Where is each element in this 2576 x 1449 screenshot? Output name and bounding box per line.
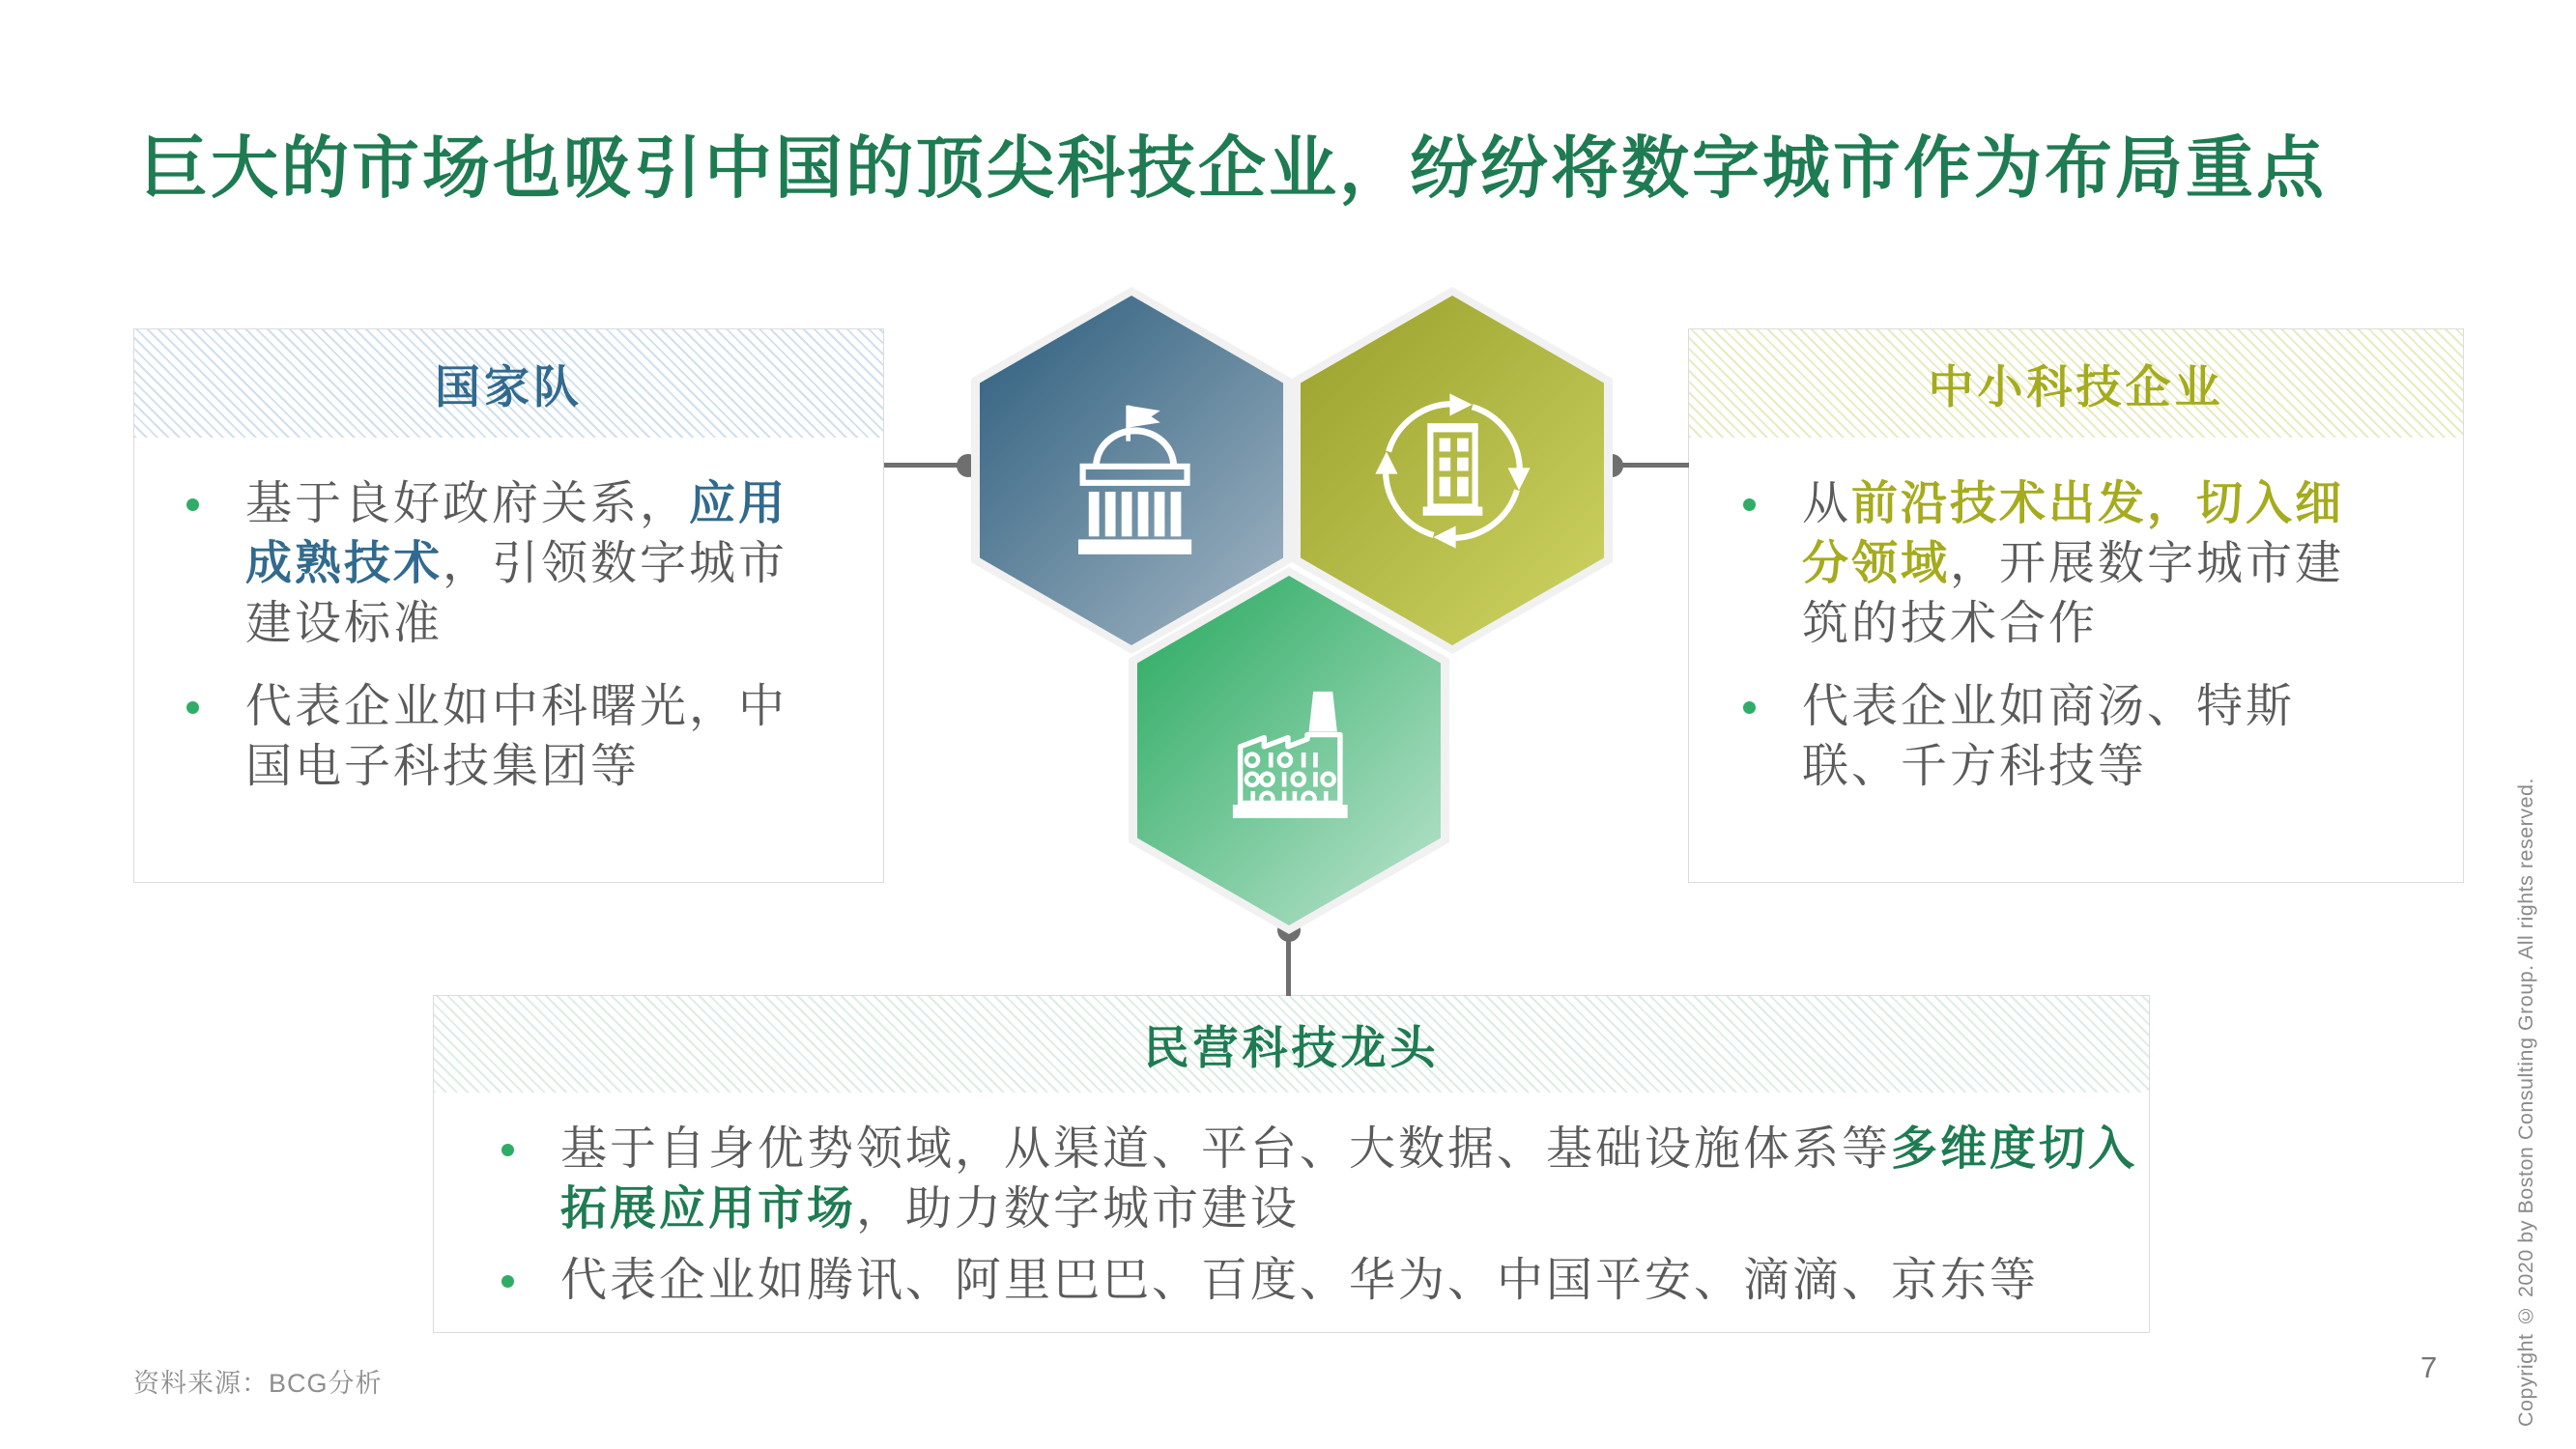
private-hexagon-face (1137, 576, 1441, 925)
government-building-icon (1043, 382, 1221, 560)
slide-title: 巨大的市场也吸引中国的顶尖科技企业，纷纷将数字城市作为布局重点 (140, 130, 2327, 206)
private-leaders-title: 民营科技龙头 (1143, 1021, 1440, 1073)
bullet-item (501, 1120, 2149, 1239)
bullet-text: 代表企业如腾讯、阿里巴巴、百度、华为、中国平安、滴滴、京东等 (560, 1255, 2040, 1306)
sme-header (1689, 329, 2463, 438)
national-team-box (133, 328, 884, 883)
bullet-item (501, 1251, 2149, 1311)
bullet-dot-icon (501, 1144, 514, 1156)
bullet-dot-icon (186, 498, 199, 511)
bullet-text: 从前沿技术出发，切入细分领域，开展数字城市建筑的技术合作 (1802, 478, 2345, 649)
source-note: 资料来源：BCG分析 (133, 1369, 383, 1398)
bullet-text: 基于良好政府关系，应用成熟技术，引领数字城市建设标准 (245, 478, 788, 649)
private-leaders-box (433, 995, 2150, 1333)
bullet-item (1743, 677, 2463, 797)
page-number: 7 (2420, 1350, 2438, 1384)
national-team-title: 国家队 (435, 360, 583, 412)
sme-hexagon-face (1301, 296, 1604, 645)
bullet-dot-icon (186, 701, 199, 714)
bullet-item (1743, 474, 2463, 654)
private-leaders-bullets (434, 1093, 2149, 1311)
sme-title: 中小科技企业 (1928, 360, 2224, 412)
bullet-item (186, 677, 883, 797)
building-cycle-icon (1363, 382, 1542, 560)
bullet-dot-icon (1743, 701, 1756, 714)
copyright-vertical-text: Copyright © 2020 by Boston Consulting Group. All rights reserved. (2514, 778, 2537, 1427)
digital-factory-icon (1200, 662, 1379, 840)
bullet-text: 代表企业如中科曙光，中国电子科技集团等 (245, 681, 788, 792)
right-connector-line (1612, 463, 1689, 468)
bullet-dot-icon (501, 1275, 514, 1288)
bullet-text: 代表企业如商汤、特斯联、千方科技等 (1802, 681, 2296, 792)
national-team-header (134, 329, 883, 438)
national-team-bullets (134, 438, 883, 797)
sme-bullets (1689, 438, 2463, 797)
national-hexagon-face (980, 296, 1283, 645)
bullet-dot-icon (1743, 498, 1756, 511)
private-leaders-header (434, 996, 2149, 1093)
sme-box (1688, 328, 2464, 883)
bullet-text: 基于自身优势领域，从渠道、平台、大数据、基础设施体系等多维度切入拓展应用市场，助力数字城市建设 (560, 1123, 2138, 1235)
bullet-item (186, 474, 883, 654)
